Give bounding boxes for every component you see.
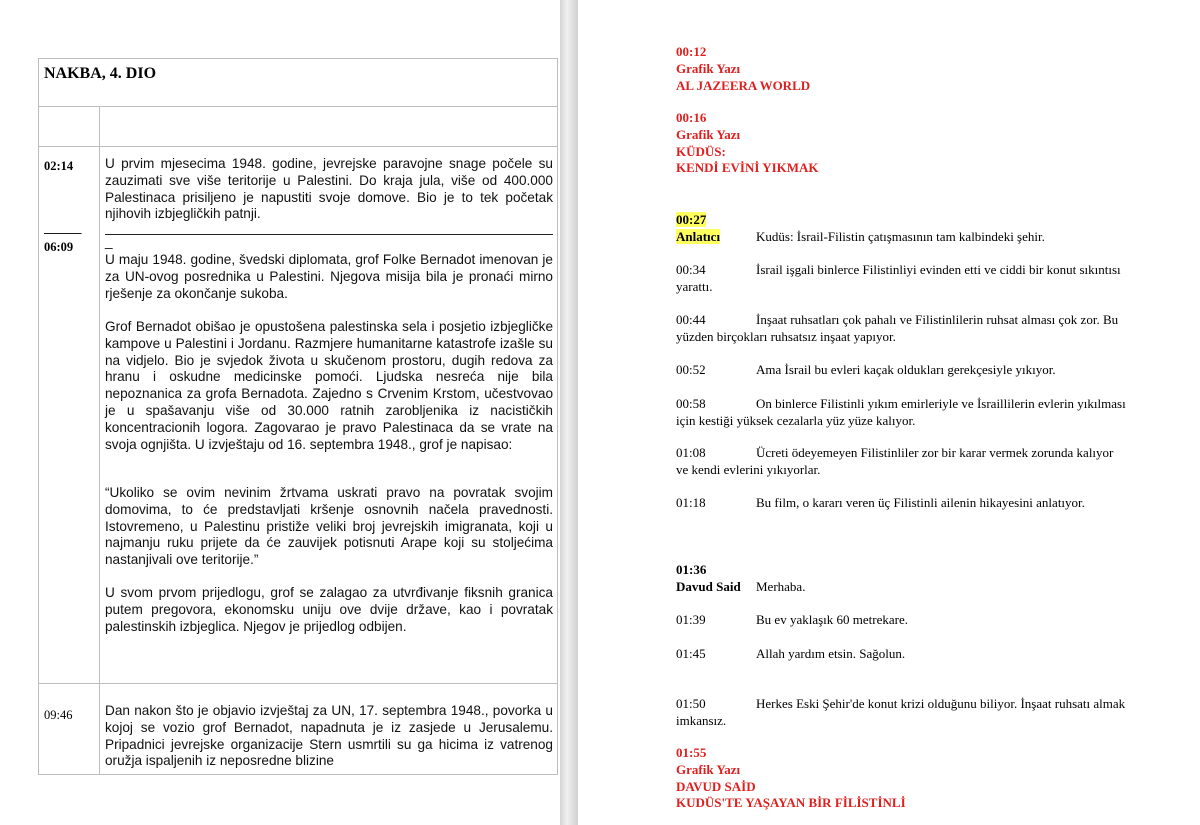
entry-time: 01:36 bbox=[676, 562, 707, 577]
entry-time: 01:08 bbox=[676, 445, 706, 460]
speaker-label: Anlatıcı bbox=[676, 229, 721, 244]
timecode: 02:14 bbox=[44, 159, 74, 173]
entry-time: 01:18 bbox=[676, 495, 706, 510]
entry-text: için kestiği yüksek cezalarla yüz yüze kalıyor. bbox=[676, 413, 916, 428]
entry-text: Ücreti ödeyemeyen Filistinliler zor bir karar vermek zorunda kalıyor bbox=[756, 445, 1114, 460]
entry-text: Bu ev yaklaşık 60 metrekare. bbox=[756, 612, 908, 627]
caption-text: KUDÜS'TE YAŞAYAN BİR FİLİSTİNLİ bbox=[676, 795, 906, 811]
entry-text: Allah yardım etsin. Sağolun. bbox=[756, 646, 906, 661]
entry-time: 00:44 bbox=[676, 312, 706, 327]
caption-text: DAVUD SAİD bbox=[676, 778, 756, 794]
graphic-caption bbox=[676, 44, 1144, 94]
entry-text: ve kendi evlerini yıkıyorlar. bbox=[676, 462, 821, 477]
entry-text: imkansız. bbox=[676, 713, 727, 728]
entry-text: Kudüs: İsrail-Filistin çatışmasının tam kalbindeki şehir. bbox=[756, 229, 1045, 244]
transcript-paragraph: Grof Bernadot obišao je opustošena palestinska sela i posjetio izbjegličke kampove u Palestini i Jordanu. Razmjere humanitarne katastrofe izašle su na vidjelo. Bio je svjedok života u skučenom prostoru, dugih redova za hranu i oskudne medicinske pomoći. Ljudska nesreća nije bila nepoznanica za grofa Bernadota. Zajedno s Crvenim Krstom, učestvovao je u spašavanju više od 30.000 ratnih zarobljenika iz nacističkih koncentracionih logora. Zagovarao je pravo Palestinaca da se vrate na svoja ognjišta. U izvještaju od 16. septembra 1948., grof je napisao: bbox=[105, 319, 553, 452]
entry-time: 01:50 bbox=[676, 696, 706, 711]
table-row bbox=[38, 684, 558, 775]
document-title: NAKBA, 4. DIO bbox=[44, 65, 157, 82]
transcript-entry bbox=[676, 611, 1144, 628]
caption-time: 00:12 bbox=[676, 44, 707, 59]
caption-type: Grafik Yazı bbox=[676, 126, 741, 142]
caption-text: AL JAZEERA WORLD bbox=[676, 77, 811, 93]
entry-text: yarattı. bbox=[676, 279, 713, 294]
speaker-label: Davud Said bbox=[676, 579, 741, 594]
caption-type: Grafik Yazı bbox=[676, 761, 741, 777]
transcript-entry bbox=[676, 395, 1144, 429]
transcript-entry bbox=[676, 645, 1144, 662]
page-gutter bbox=[560, 0, 578, 825]
caption-time: 00:16 bbox=[676, 110, 707, 125]
table-row bbox=[38, 147, 558, 684]
transcript-paragraph: U maju 1948. godine, švedski diplomata, grof Folke Bernadot imenovan je za UN-ovog posrednika u Palestini. Njegova misija bila je pronaći mirno rješenje za okončanje sukoba. bbox=[105, 252, 553, 301]
script-table bbox=[38, 58, 558, 775]
transcript-paragraph: U prvim mjesecima 1948. godine, jevrejske paravojne snage počele su zauzimati sve više teritorije u Palestini. Do kraja jula, više od 400.000 Palestinaca prisiljeno je napustiti svoje domove. Bio je to tek početak njihovih izbjegličkih patnji. bbox=[105, 156, 553, 222]
title-row bbox=[38, 58, 558, 107]
timecode: 06:09 bbox=[44, 240, 74, 254]
empty-row bbox=[38, 107, 558, 147]
transcript-paragraph: U svom prvom prijedlogu, grof se zalagao za utvrđivanje fiksnih granica putem pregovora, ekonomsku uniju ove dvije države, kao i povratak palestinskih izbjeglica. Njegov je prijedlog odbijen. bbox=[105, 585, 553, 634]
entry-text: On binlerce Filistinli yıkım emirleriyle ve İsraillilerin evlerin yıkılması bbox=[756, 396, 1126, 411]
entry-text: Ama İsrail bu evleri kaçak oldukları gerekçesiyle yıkıyor. bbox=[756, 362, 1056, 377]
entry-text: İsrail işgali binlerce Filistinliyi evinden etti ve ciddi bir konut sıkıntısı bbox=[756, 262, 1121, 277]
entry-time: 01:39 bbox=[676, 612, 706, 627]
column-divider bbox=[99, 107, 100, 146]
transcript-entry bbox=[676, 261, 1144, 295]
transcript-entry bbox=[676, 444, 1144, 478]
speaker-entry bbox=[676, 561, 1144, 595]
right-page bbox=[578, 0, 1200, 825]
transcript-entry bbox=[676, 494, 1144, 511]
caption-text: KENDİ EVİNİ YIKMAK bbox=[676, 160, 819, 176]
transcript-entry bbox=[676, 695, 1144, 729]
underscore-mark: _ bbox=[105, 234, 113, 249]
graphic-caption bbox=[676, 745, 1144, 812]
caption-time: 01:55 bbox=[676, 745, 707, 760]
transcript-paragraph: Dan nakon što je objavio izvještaj za UN, 17. septembra 1948., povorka u kojoj se vozio grof Bernadot, napadnuta je iz zasjede u Jerusalemu. Pripadnici jevrejske organizacije Stern usmrtili su ga hicima iz vatrenog oružja ispaljenih iz neposredne blizine bbox=[105, 703, 553, 769]
caption-text: KÜDÜS: bbox=[676, 143, 726, 159]
timecode: 09:46 bbox=[44, 708, 73, 722]
highlighted-time: 00:27 bbox=[676, 212, 707, 227]
transcript-quote: “Ukoliko se ovim nevinim žrtvama uskrati pravo na povratak svojim domovima, to će predstavljati kršenje osnovnih načela pravednosti. Istovremeno, u Palestinu pristiže veliki broj jevrejskih imigranata, koji u najmanju ruku prijete da će zauvijek potisnuti Arape koji su stoljećima nastanjivali ove teritorije.” bbox=[105, 485, 553, 568]
left-page bbox=[0, 0, 560, 825]
timecode-separator: ______ bbox=[44, 221, 82, 235]
caption-type: Grafik Yazı bbox=[676, 60, 741, 76]
entry-text: Herkes Eski Şehir'de konut krizi olduğunu biliyor. İnşaat ruhsatı almak bbox=[756, 696, 1126, 711]
narrator-entry bbox=[676, 211, 1144, 245]
entry-text: yüzden birçokları ruhsatsız inşaat yapıyor. bbox=[676, 329, 896, 344]
entry-text: Merhaba. bbox=[756, 579, 806, 594]
transcript-entry bbox=[676, 311, 1144, 345]
entry-time: 01:45 bbox=[676, 646, 706, 661]
transcript-entry bbox=[676, 361, 1144, 378]
entry-time: 00:52 bbox=[676, 362, 706, 377]
column-divider bbox=[99, 147, 100, 683]
entry-text: Bu film, o kararı veren üç Filistinli ailenin hikayesini anlatıyor. bbox=[756, 495, 1085, 510]
entry-text: İnşaat ruhsatları çok pahalı ve Filistinlilerin ruhsat alması çok zor. Bu bbox=[756, 312, 1119, 327]
graphic-caption bbox=[676, 110, 1144, 177]
entry-time: 00:58 bbox=[676, 396, 706, 411]
entry-time: 00:34 bbox=[676, 262, 706, 277]
column-divider bbox=[99, 684, 100, 774]
